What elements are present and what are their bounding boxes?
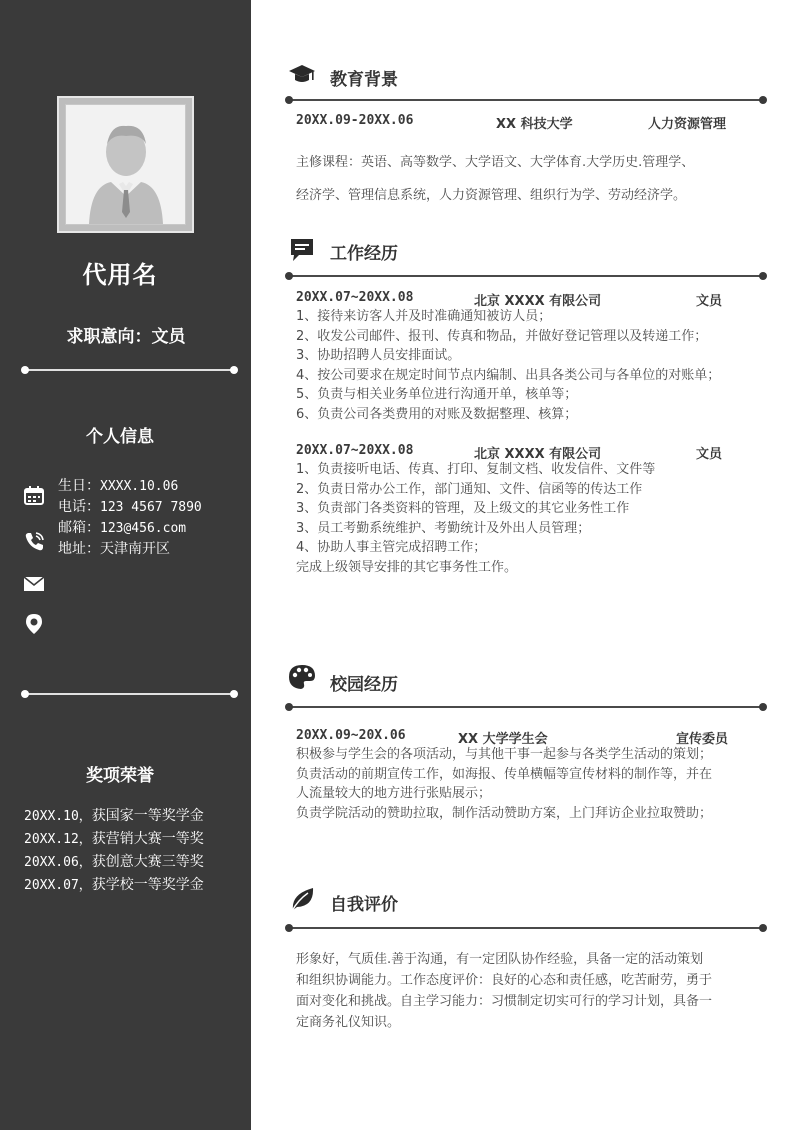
location-pin-icon (23, 613, 45, 635)
campus-role: 宣传委员 (676, 732, 729, 747)
education-title: 教育背景 (330, 70, 398, 90)
job-role: 文员 (696, 294, 723, 309)
campus-divider (288, 706, 764, 708)
job-duties: 1、负责接听电话、传真、打印、复制文档、收发信件、文件等 2、负责日常办公工作，部门通知、文件、信函等的传达工作 3、负责部门各类资料的管理，及上级文的其它业务性工作 3、员工考勤系统维护、考勤统计及外出人员管理； 4、协助人事主管完成招聘工作； 完成上级领导安排的其它事务性工作。 (296, 462, 656, 575)
job-company: 北京 XXXX 有限公司 (474, 447, 602, 462)
education-major: 人力资源管理 (648, 117, 727, 132)
self-eval-divider (288, 927, 764, 929)
address-line: 地址：天津南开区 (58, 541, 170, 557)
leaf-icon (288, 886, 316, 912)
work-divider (288, 275, 764, 277)
personal-info-heading: 个人信息 (86, 427, 154, 447)
phone-line: 电话：123 4567 7890 (58, 499, 202, 515)
job-intent: 求职意向：文员 (66, 327, 186, 347)
birthday-line: 生日：XXXX.10.06 (58, 478, 179, 494)
education-school: XX 科技大学 (496, 117, 573, 132)
award-item: 20XX.06，获创意大赛三等奖 (24, 854, 204, 870)
self-eval-title: 自我评价 (330, 895, 398, 915)
job-period: 20XX.07~20XX.08 (296, 443, 414, 458)
avatar (65, 104, 186, 225)
campus-period: 20XX.09~20X.06 (296, 728, 406, 743)
envelope-icon (23, 573, 45, 595)
education-divider (288, 99, 764, 101)
campus-title: 校园经历 (330, 675, 398, 695)
awards-list (24, 805, 204, 897)
campus-details: 积极参与学生会的各项活动，与其他干事一起参与各类学生活动的策划； 负责活动的前期宣传工作，如海报、传单横幅等宣传材料的制作等，并在 人流量较大的地方进行张贴展示； 负责学院活动的赞助拉取，制作活动赞助方案，上门拜访企业拉取赞助； (296, 747, 713, 821)
campus-org: XX 大学学生会 (458, 732, 548, 747)
award-item: 20XX.10，获国家一等奖学金 (24, 808, 204, 824)
job-period: 20XX.07~20XX.08 (296, 290, 414, 305)
phone-icon (23, 530, 45, 552)
award-item: 20XX.07，获学校一等奖学金 (24, 877, 204, 893)
graduation-cap-icon (288, 62, 316, 88)
chat-bubble-icon (288, 237, 316, 263)
job-role: 文员 (696, 447, 723, 462)
personal-info-list (58, 476, 202, 560)
palette-icon (288, 664, 316, 690)
profile-photo (57, 96, 194, 233)
education-period: 20XX.09-20XX.06 (296, 113, 414, 128)
award-item: 20XX.12，获营销大赛一等奖 (24, 831, 204, 847)
candidate-name: 代用名 (82, 261, 158, 289)
calendar-icon (23, 485, 45, 507)
sidebar (0, 0, 251, 1130)
avatar-silhouette-icon (81, 114, 171, 224)
sidebar-divider (24, 693, 235, 695)
sidebar-divider (24, 369, 235, 371)
job-duties: 1、接待来访客人并及时准确通知被访人员； 2、收发公司邮件、报刊、传真和物品，并做好登记管理以及转递工作； 3、协助招聘人员安排面试。 4、按公司要求在规定时间节点内编制、出具各类公司与各单位的对账单； 5、负责与相关业务单位进行沟通开单，核单等； 6、负责公司各类费用的对账及数据整理、核算； (296, 309, 721, 422)
work-title: 工作经历 (330, 244, 398, 264)
awards-heading: 奖项荣誉 (86, 766, 154, 786)
job-company: 北京 XXXX 有限公司 (474, 294, 602, 309)
self-eval-text: 形象好，气质佳.善于沟通，有一定团队协作经验，具备一定的活动策划 和组织协调能力。工作态度评价：良好的心态和责任感，吃苦耐劳，勇于 面对变化和挑战。自主学习能力：习惯制定切实可行的学习计划，具备一 定商务礼仪知识。 (296, 952, 713, 1030)
education-details: 主修课程：英语、高等数学、大学语文、大学体育.大学历史.管理学、 经济学、管理信息系统，人力资源管理、组织行为学、劳动经济学。 (296, 155, 695, 203)
email-line: 邮箱：123@456.com (58, 520, 187, 536)
